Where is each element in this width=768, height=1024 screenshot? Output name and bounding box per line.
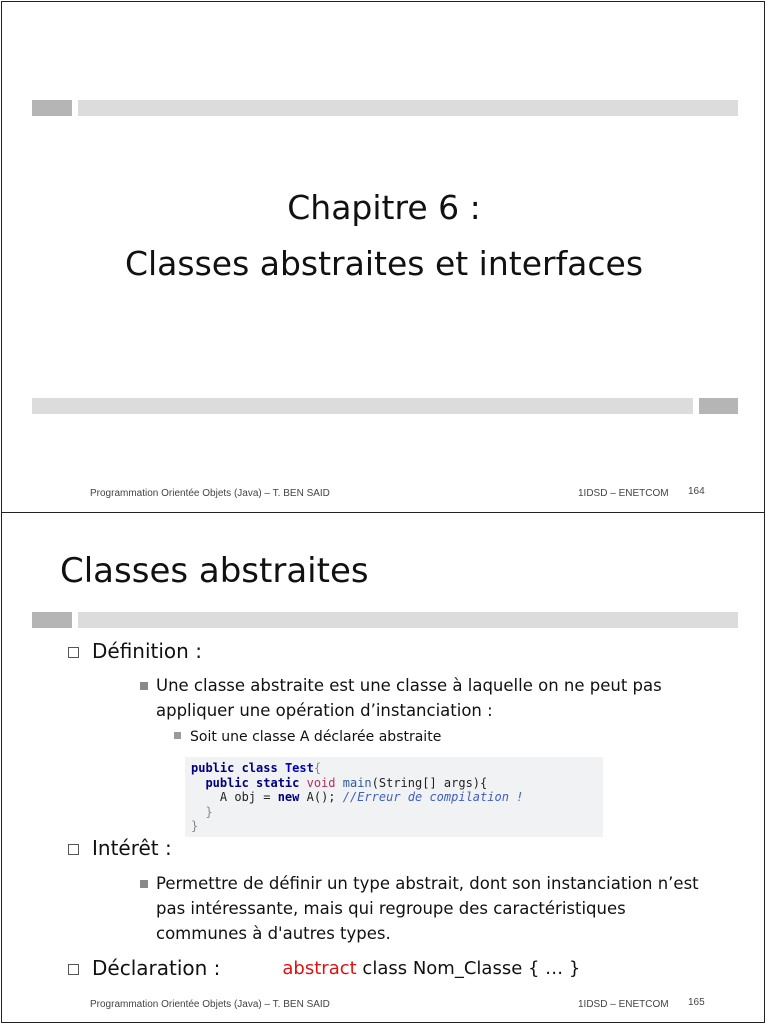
small-square-bullet-icon [174,732,181,739]
interet-text: Permettre de définir un type abstrait, dont son instanciation n’est pas intéressante, mais qui regroupe des caractéristiques communes à d'autres types. [156,874,699,943]
definition-text: Une classe abstraite est une classe à laquelle on ne peut pas appliquer une opération d’instanciation : [156,676,662,720]
footer-institution: 1IDSD – ENETCOM [578,488,669,499]
declaration-rest: class Nom_Classe { … } [362,957,581,979]
slide-title: Classes abstraites [60,551,369,591]
bottom-accent-bar-light [32,398,693,414]
code-keyword: public class [191,761,278,775]
footer-institution: 1IDSD – ENETCOM [578,999,669,1010]
chapter-title: Classes abstraites et interfaces [124,244,644,283]
square-bullet-icon [140,682,148,690]
abstract-keyword: abstract [282,957,357,979]
definition-heading [68,639,202,663]
code-brace: { [313,761,322,775]
declaration-syntax [282,958,580,979]
top-accent-bar-dark [32,100,72,116]
interet-heading-text: Intérêt : [92,836,172,860]
top-accent-bar-light [78,100,738,116]
code-brace: } [205,804,213,819]
code-void: void [306,775,336,790]
definition-sub-bullet [174,729,441,745]
slide-abstract-classes [1,512,765,1023]
page-number: 165 [688,997,705,1008]
slide-chapter-title [1,1,765,513]
definition-bullet [140,673,720,723]
square-bullet-icon [140,880,148,888]
definition-heading-text: Définition : [92,639,202,663]
code-example [185,757,603,837]
code-comment: //Erreur de compilation ! [342,790,524,804]
code-params: (String[] args){ [371,775,488,790]
checkbox-bullet-icon [68,647,79,658]
code-statement: A(); [299,790,343,804]
interet-heading [68,836,172,860]
footer-course: Programmation Orientée Objets (Java) – T. BEN SAID [90,488,330,499]
code-class-name: Test [284,761,314,775]
code-method-name: main [342,775,372,790]
checkbox-bullet-icon [68,964,79,975]
page-number: 164 [688,486,705,497]
code-keyword: public static [205,775,300,790]
title-accent-bar-light [78,612,738,628]
chapter-number: Chapitre 6 : [287,188,481,227]
declaration-heading-text: Déclaration : [92,956,221,980]
code-brace: } [191,819,199,833]
declaration-heading [68,956,580,980]
bottom-accent-bar-dark [699,398,738,414]
code-statement: A obj = [219,790,278,804]
checkbox-bullet-icon [68,844,79,855]
sub-bullet-text: Soit une classe A déclarée abstraite [190,729,442,745]
interet-bullet [140,871,720,946]
code-keyword: new [277,790,300,804]
title-accent-bar-dark [32,612,72,628]
footer-course: Programmation Orientée Objets (Java) – T. BEN SAID [90,999,330,1010]
